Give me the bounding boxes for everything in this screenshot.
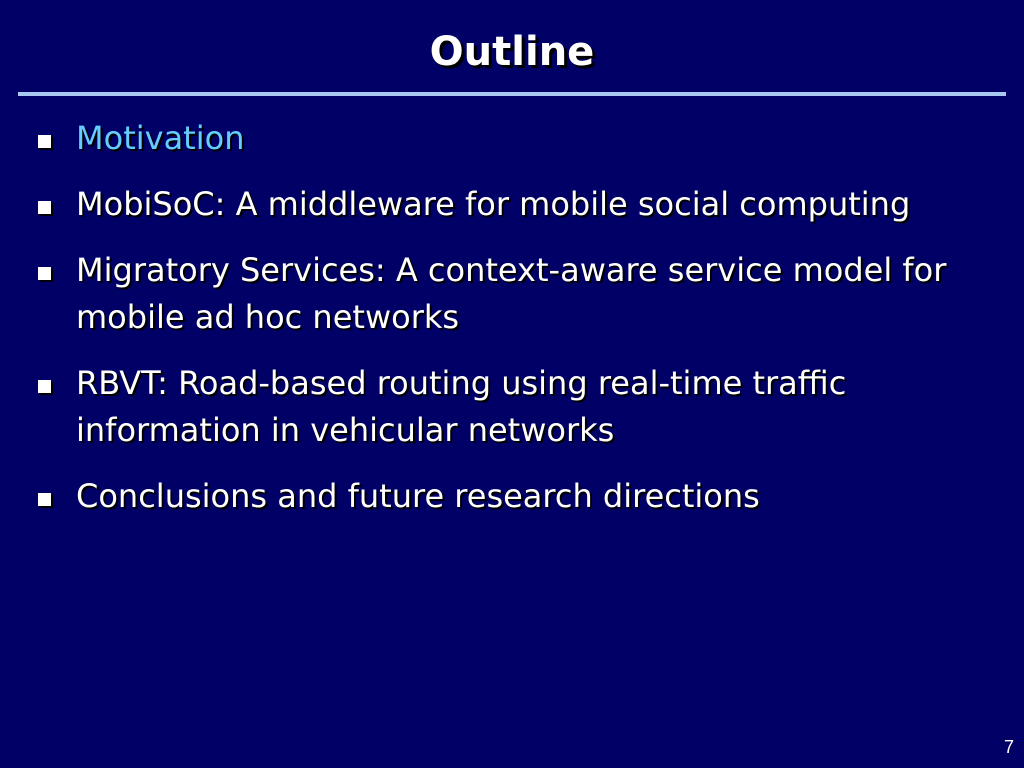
slide-title: Outline xyxy=(429,29,595,75)
title-divider xyxy=(18,92,1006,96)
square-bullet-icon xyxy=(38,267,51,280)
bullet-item-motivation xyxy=(38,115,1008,162)
bullet-text: Migratory Services: A context-aware service model for mobile ad hoc networks xyxy=(76,251,947,336)
bullet-text: Conclusions and future research directions xyxy=(76,477,760,515)
bullet-text: MobiSoC: A middleware for mobile social computing xyxy=(76,185,911,223)
page-number: 7 xyxy=(1003,737,1014,757)
square-bullet-icon xyxy=(38,135,51,148)
bullet-item-conclusions xyxy=(38,473,1008,520)
bullet-item-mobisoc xyxy=(38,181,1008,228)
bullet-text: Motivation xyxy=(76,119,245,157)
bullet-list xyxy=(38,115,1008,539)
square-bullet-icon xyxy=(38,380,51,393)
bullet-item-rbvt xyxy=(38,360,1008,454)
square-bullet-icon xyxy=(38,201,51,214)
square-bullet-icon xyxy=(38,493,51,506)
bullet-text: RBVT: Road-based routing using real-time traffic information in vehicular networks xyxy=(76,364,847,449)
bullet-item-migratory-services xyxy=(38,247,1008,341)
